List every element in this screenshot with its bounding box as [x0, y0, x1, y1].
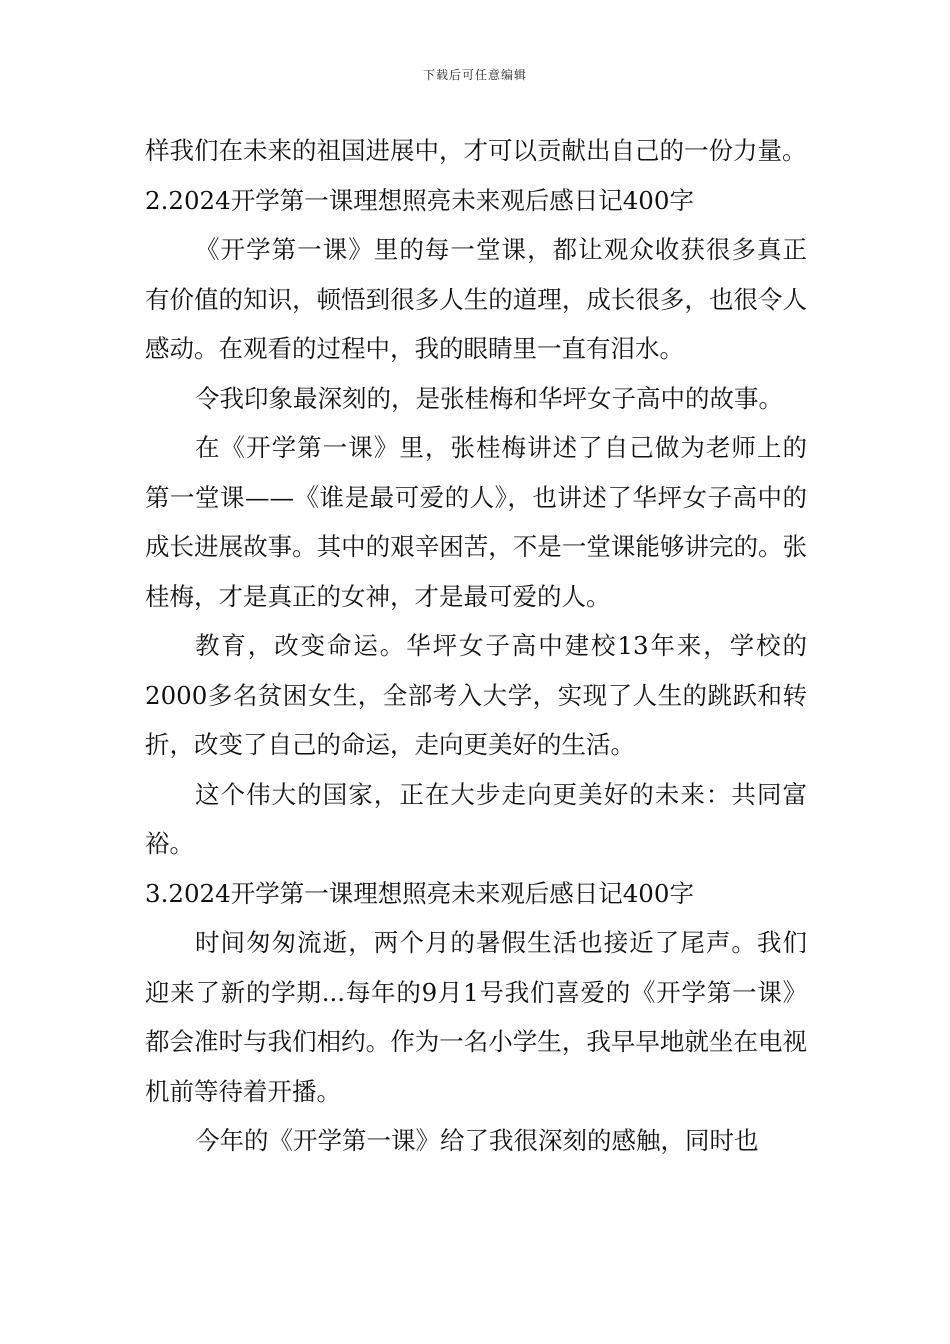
- paragraph-continuation: 样我们在未来的祖国进展中，才可以贡献出自己的一份力量。: [145, 136, 807, 165]
- document-body: [145, 126, 807, 1166]
- paragraph: 令我印象最深刻的，是张桂梅和华坪女子高中的故事。: [195, 383, 783, 413]
- paragraph: 教育，改变命运。华坪女子高中建校13年来，学校的2000多名贫困女生，全部考入大学，实现了人生的跳跃和转折，改变了自己的命运，走向更美好的生活。: [145, 631, 807, 759]
- section-heading-2: 2.2024开学第一课理想照亮未来观后感日记400字: [145, 185, 694, 215]
- paragraph: 《开学第一课》里的每一堂课，都让观众收获很多真正有价值的知识，顿悟到很多人生的道理，成长很多，也很令人感动。在观看的过程中，我的眼睛里一直有泪水。: [145, 235, 807, 363]
- page-header-note: 下载后可任意编辑: [422, 68, 527, 82]
- paragraph: 在《开学第一课》里，张桂梅讲述了自己做为老师上的第一堂课——《谁是最可爱的人》，也讲述了华坪女子高中的成长进展故事。其中的艰辛困苦，不是一堂课能够讲完的。张桂梅，才是真正的女神，才是最可爱的人。: [145, 433, 807, 611]
- section-heading-3: 3.2024开学第一课理想照亮未来观后感日记400字: [145, 878, 694, 908]
- paragraph-truncated: 今年的《开学第一课》给了我很深刻的感触，同时也: [195, 1126, 759, 1155]
- paragraph: 时间匆匆流逝，两个月的暑假生活也接近了尾声。我们迎来了新的学期...每年的9月1号我们喜爱的《开学第一课》都会准时与我们相约。作为一名小学生，我早早地就坐在电视机前等待着开播。: [145, 928, 807, 1106]
- paragraph: 这个伟大的国家，正在大步走向更美好的未来：共同富裕。: [145, 779, 807, 858]
